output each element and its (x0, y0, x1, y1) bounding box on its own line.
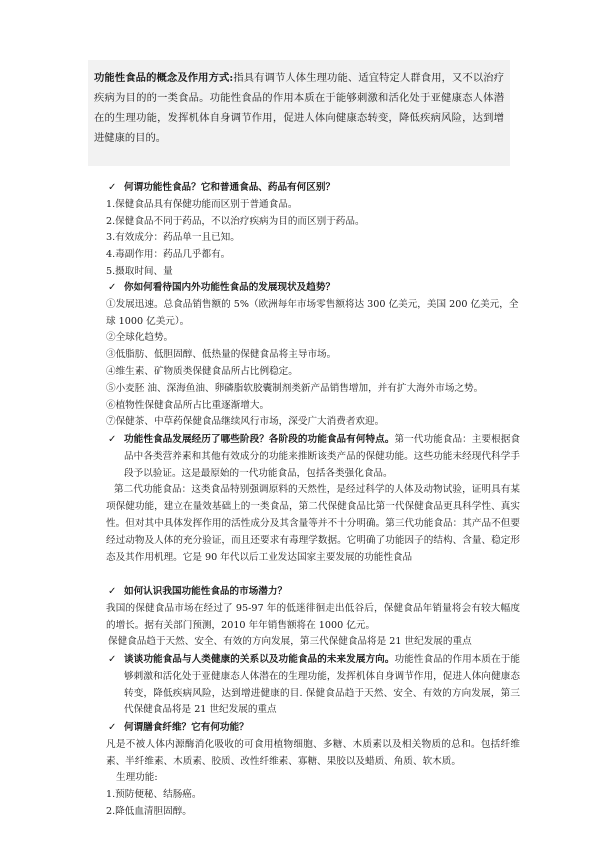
q6-title: 何谓膳食纤维？它有何功能？ (124, 722, 249, 733)
q3-text1: 第一代功能食品：主要根据食品中各类营养素和其他有效成分的功能来推断该类产品的保健功能。这些功能未经现代科学手段予以验证。这是最原始的一代功能食品，包括各类强化食品。 (124, 434, 520, 479)
list-item: ③低脂肪、低胆固醇、低热量的保健食品将主导市场。 (106, 349, 337, 361)
list-item: 4.毒副作用：药品几乎都有。 (106, 249, 231, 261)
q4-title-row (106, 584, 520, 601)
q4-text2: 保健食品趋于天然、安全、有效的方向发展，第三代保健食品将是 21 世纪发展的重点 (108, 636, 472, 648)
check-icon: ✓ (108, 434, 117, 445)
list-item: 2.降低血清胆固醇。 (106, 805, 192, 817)
list-item: ①发展迅速。总食品销售额的 5%（欧洲每年市场零售额将达 300 亿美元，美国 200 亿美元，全球 1000 亿美元）。 (106, 298, 519, 327)
section-q4 (106, 584, 520, 651)
q1-title-row (106, 180, 520, 197)
q4-text1: 我国的保健食品市场在经过了 95-97 年的低迷徘徊走出低谷后，保健食品年销量将会有较大幅度的增长。据有关部门预测，2010 年年销售额将在 1000 亿元。 (106, 602, 520, 631)
list-item: 1.保健食品具有保健功能而区别于普通食品。 (106, 198, 298, 210)
list-item: 1.预防便秘、结肠癌。 (106, 789, 202, 801)
q5-text: 功能性食品的作用本质在于能够刺激和活化处于亚健康态人体潜在的生理功能，发挥机体自身调节作用，促进人体向健康态转变，降低疾病风险，达到增进健康的目. 保健食品趋于天然、安全、有效的方向发展，第三代保健食品将是 21 世纪发展的重点 (124, 654, 520, 716)
section-q5 (106, 652, 520, 719)
list-item: ⑥植物性保健食品所占比重逐渐增大。 (106, 399, 270, 411)
intro-text: 指具有调节人体生理功能、适宜特定人群食用，又不以治疗疾病为目的的一类食品。功能性食品的作用本质在于能够刺激和活化处于亚健康态人体潜在的生理功能，发挥机体自身调节作用，促进人体向健康态转变，降低疾病风险，达到增进健康的目的。 (94, 72, 504, 144)
q3-text2: 第二代功能食品：这类食品特别强调原料的天然性，是经过科学的人体及动物试验，证明具有某项保健功能，建立在量效基础上的一类食品，第二代保健食品比第一代保健食品更具科学性、真实性。但对其中具体发挥作用的活性成分及其含量等并不十分明确。第三代功能食品：其产品不但要经过动物及人体的充分验证，而且还要求有毒理学数据。它明确了功能因子的结构、含量、稳定形态及其作用机理。它是 90 年代以后工业发达国家主要发展的功能性食品 (106, 484, 520, 563)
list-item: ④维生素、矿物质类保健食品所占比例稳定。 (106, 365, 298, 377)
q4-title: 如何认识我国功能性食品的市场潜力？ (124, 586, 288, 597)
check-icon: ✓ (108, 722, 117, 733)
list-item: ⑤小麦胚 油、深海鱼油、卵磷脂软胶囊制剂类新产品销售增加，并有扩大海外市场之势。 (106, 382, 484, 394)
q6-text: 凡是不被人体内源酶消化吸收的可食用植物细胞、多糖、木质素以及相关物质的总和。包括纤维素、半纤维素、木质素、胶质、改性纤维素、寡糖、果胶以及蜡质、角质、软木质。 (106, 738, 520, 767)
section-q1 (106, 180, 520, 281)
intro-box (88, 60, 510, 166)
list-item: 3.有效成分：药品单一且已知。 (106, 232, 240, 244)
q6-title-row (106, 720, 520, 737)
section-q6 (106, 720, 520, 821)
q5-title: 谈谈功能食品与人类健康的关系以及功能食品的未来发展方向。 (124, 654, 395, 665)
check-icon: ✓ (108, 182, 117, 193)
q1-title: 何谓功能性食品？它和普通食品、药品有何区别？ (124, 182, 336, 193)
list-item: 2.保健食品不同于药品，不以治疗疾病为目的而区别于药品。 (106, 215, 365, 227)
q2-title-row (106, 280, 520, 297)
q2-title: 你如何看待国内外功能性食品的发展现状及趋势？ (124, 282, 336, 293)
intro-title: 功能性食品的概念及作用方式: (94, 72, 234, 84)
section-q3 (106, 432, 520, 566)
list-item: ⑦保健茶、中草药保健食品继续风行市场，深受广大消费者欢迎。 (106, 416, 385, 428)
q6-subtitle: 生理功能: (116, 772, 158, 784)
q3-title: 功能性食品发展经历了哪些阶段？各阶段的功能食品有何特点。 (124, 434, 395, 445)
q5-title-row (106, 652, 520, 719)
list-item: ②全球化趋势。 (106, 332, 174, 344)
list-item: 5.摄取时间、量 (106, 265, 173, 277)
q3-title-row (106, 432, 520, 482)
check-icon: ✓ (108, 282, 117, 293)
check-icon: ✓ (108, 586, 117, 597)
check-icon: ✓ (108, 654, 117, 665)
section-q2 (106, 280, 520, 431)
